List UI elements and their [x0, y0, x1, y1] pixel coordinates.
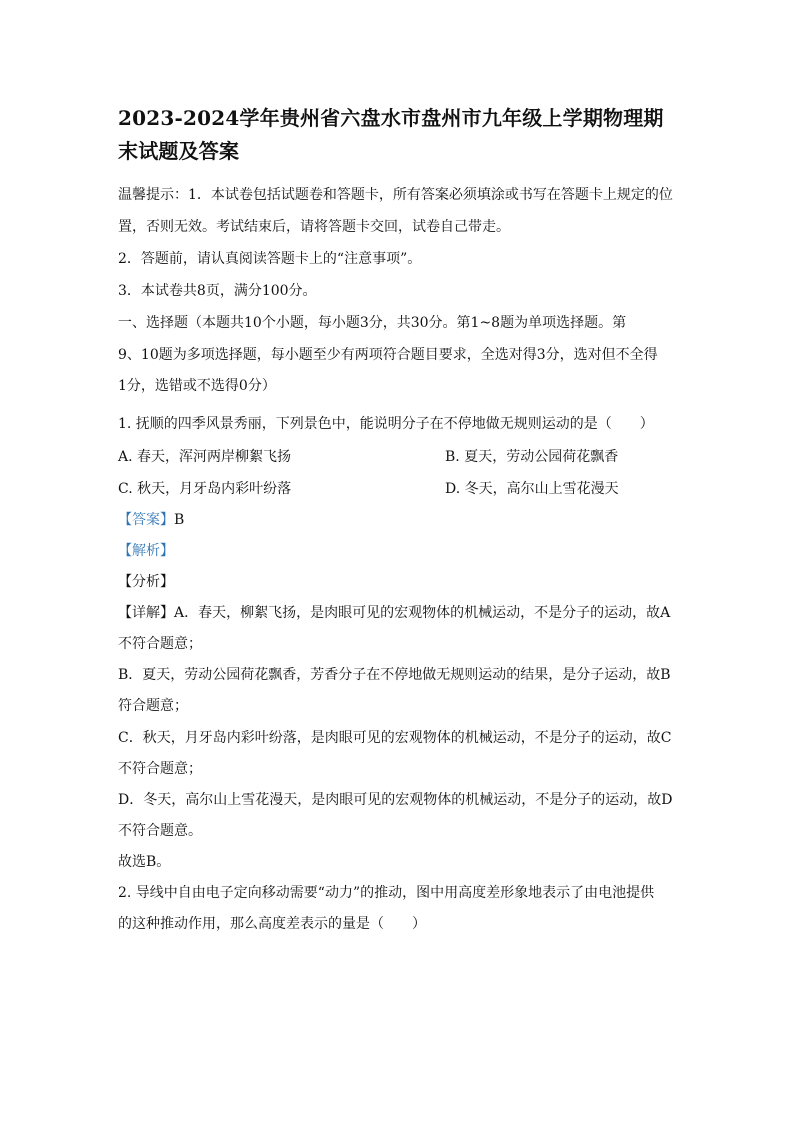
fenxi-tag: 【分析】	[118, 574, 174, 590]
detail-b-line-2: 符合题意；	[118, 698, 188, 714]
detail-c-line-1: C．秋天，月牙岛内彩叶纷落，是肉眼可见的宏观物体的机械运动，不是分子的运动，故C	[118, 730, 672, 746]
answer-value: B	[174, 512, 185, 528]
detail-a-text: A．春天，柳絮飞扬，是肉眼可见的宏观物体的机械运动，不是分子的运动，故A	[174, 605, 671, 621]
detail-d-line-2: 不符合题意。	[118, 823, 202, 839]
document-title	[118, 102, 678, 168]
q1-option-d: D. 冬天，高尔山上雪花漫天	[445, 481, 619, 497]
detail-b-line-1: B．夏天，劳动公园荷花飘香，芳香分子在不停地做无规则运动的结果，是分子运动，故B	[118, 667, 671, 683]
detail-a-line-2: 不符合题意；	[118, 636, 202, 652]
section-line-2: 9、10题为多项选择题，每小题至少有两项符合题目要求，全选对得3分，选对但不全得	[118, 347, 658, 363]
q1-option-a: A. 春天，浑河两岸柳絮飞扬	[118, 449, 292, 465]
section-line-3: 1分，选错或不选得0分）	[118, 378, 276, 394]
notice-item-3: 3．本试卷共8页，满分100分。	[118, 283, 317, 299]
q1-stem: 1. 抚顺的四季风景秀丽，下列景色中，能说明分子在不停地做无规则运动的是（ ）	[118, 416, 654, 432]
title-line-2: 末试题及答案	[118, 139, 240, 163]
q2-stem-line-2: 的这种推动作用，那么高度差表示的量是（ ）	[118, 916, 426, 932]
detail-a-line-1	[118, 603, 678, 623]
q1-option-c: C. 秋天，月牙岛内彩叶纷落	[118, 481, 292, 497]
detail-c-line-2: 不符合题意；	[118, 761, 202, 777]
section-line-1: 一、选择题（本题共10个小题，每小题3分，共30分。第1~8题为单项选择题。第	[118, 315, 627, 331]
q1-answer-line	[118, 510, 678, 530]
q1-option-b: B. 夏天，劳动公园荷花飘香	[445, 449, 619, 465]
analysis-tag: 【解析】	[118, 543, 174, 559]
detail-tag: 【详解】	[118, 605, 174, 621]
notice-line-1: 温馨提示：1．本试卷包括试题卷和答题卡，所有答案必须填涂或书写在答题卡上规定的位	[118, 187, 673, 203]
q2-stem-line-1: 2. 导线中自由电子定向移动需要“动力”的推动，图中用高度差形象地表示了由电池提供	[118, 885, 655, 901]
q1-conclusion: 故选B。	[118, 854, 171, 870]
title-line-1: 2023-2024学年贵州省六盘水市盘州市九年级上学期物理期	[118, 106, 664, 130]
detail-d-line-1: D．冬天，高尔山上雪花漫天，是肉眼可见的宏观物体的机械运动，不是分子的运动，故D	[118, 792, 673, 808]
notice-line-2: 置，否则无效。考试结束后，请将答题卡交回，试卷自己带走。	[118, 219, 510, 235]
notice-item-2: 2．答题前，请认真阅读答题卡上的“注意事项”。	[118, 251, 422, 267]
answer-tag: 【答案】	[118, 512, 174, 528]
